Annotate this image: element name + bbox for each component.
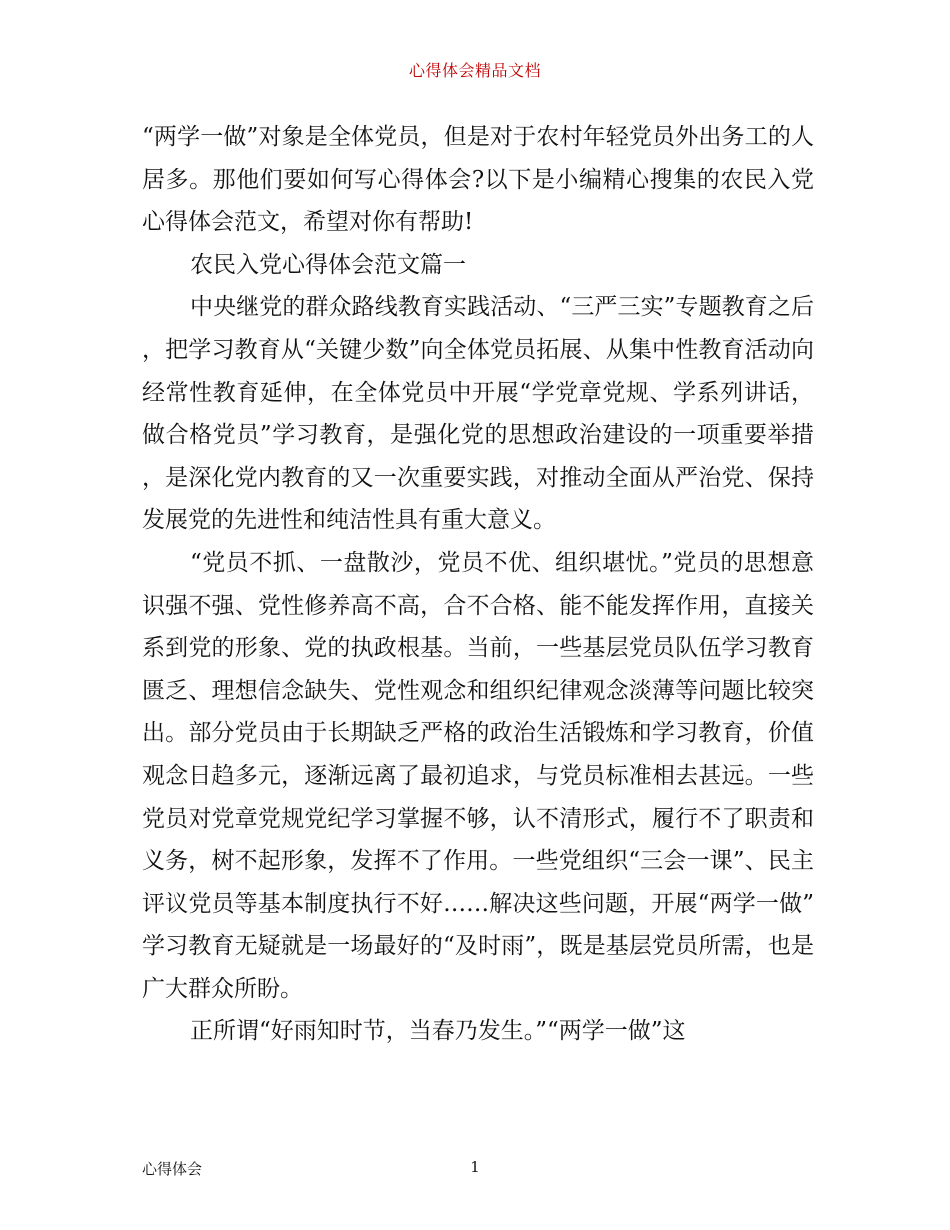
body-paragraph-3: 正所谓“好雨知时节，当春乃发生。”“两学一做”这: [190, 1018, 686, 1045]
body-paragraph-1: 中央继党的群众路线教育实践活动、“三严三实”专题教育之后，把学习教育从“关键少数”向全体党员拓展、从集中性教育活动向经常性教育延伸，在全体党员中开展“学党章党规、学系列讲话，做合格党员”学习教育，是强化党的思想政治建设的一项重要举措，是深化党内教育的又一次重要实践，对推动全面从严治党、保持发展党的先进性和纯洁性具有重大意义。: [142, 294, 814, 534]
document-body: [142, 116, 814, 1053]
intro-paragraph: “两学一做”对象是全体党员，但是对于农村年轻党员外出务工的人居多。那他们要如何写心得体会?以下是小编精心搜集的农民入党心得体会范文，希望对你有帮助!: [142, 124, 814, 236]
page-header-title: 心得体会精品文档: [408, 61, 541, 80]
page-number: 1: [470, 1158, 480, 1176]
footer-label: 心得体会: [142, 1160, 203, 1178]
section-heading: 农民入党心得体会范文篇一: [190, 251, 466, 278]
body-paragraph-2: “党员不抓、一盘散沙，党员不优、组织堪忧。”党员的思想意识强不强、党性修养高不高，合不合格、能不能发挥作用，直接关系到党的形象、党的执政根基。当前，一些基层党员队伍学习教育匮乏、理想信念缺失、党性观念和组织纪律观念淡薄等问题比较突出。部分党员由于长期缺乏严格的政治生活锻炼和学习教育，价值观念日趋多元，逐渐远离了最初追求，与党员标准相去甚远。一些党员对党章党规党纪学习掌握不够，认不清形式，履行不了职责和义务，树不起形象，发挥不了作用。一些党组织“三会一课”、民主评议党员等基本制度执行不好……解决这些问题，开展“两学一做”学习教育无疑就是一场最好的“及时雨”，既是基层党员所需，也是广大群众所盼。: [142, 549, 814, 1002]
